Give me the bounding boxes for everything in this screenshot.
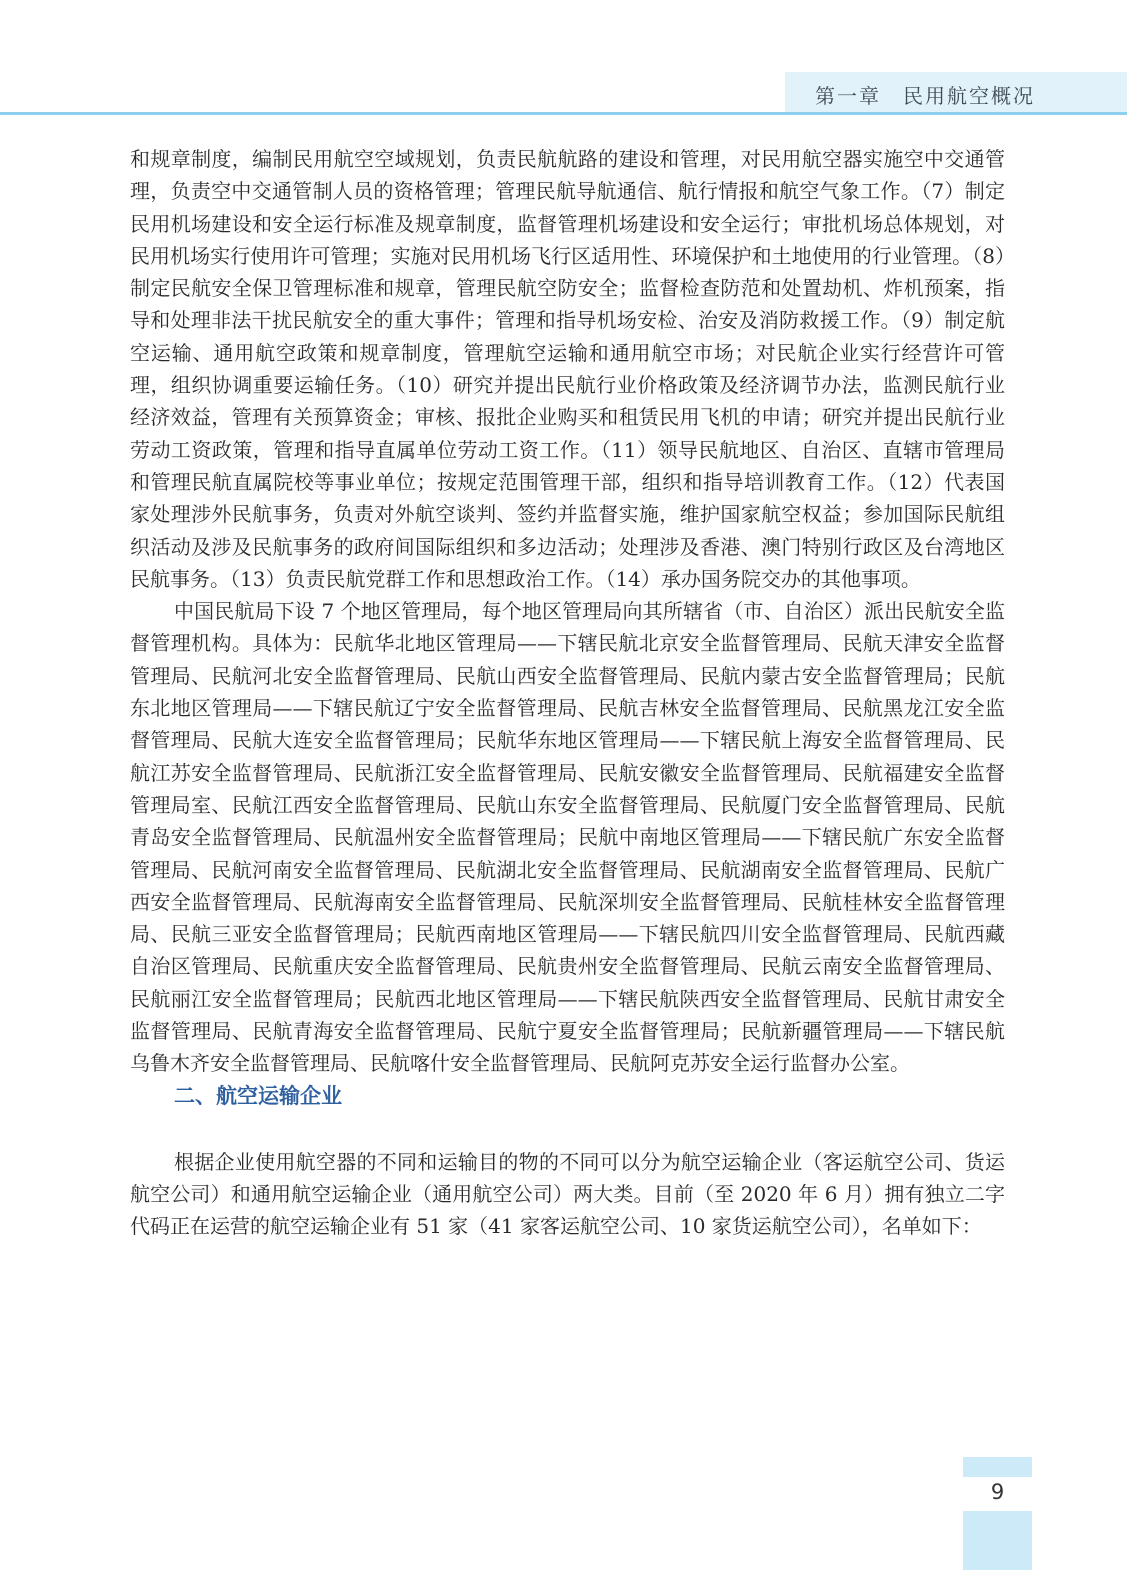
header-rule <box>0 112 1127 115</box>
footer-decoration <box>963 1511 1032 1570</box>
body-paragraph: 根据企业使用航空器的不同和运输目的物的不同可以分为航空运输企业（客运航空公司、货运航空公司）和通用航空运输企业（通用航空公司）两大类。目前（至 2020 年 6 月）拥有独立二字代码正在运营的航空运输企业有 51 家（41 家客运航空公司、10 家货运航空公司），名单如下： <box>130 1149 1005 1239</box>
footer-decoration <box>963 1457 1032 1477</box>
page-number: 9 <box>990 1480 1005 1504</box>
body-paragraph: 中国民航局下设 7 个地区管理局，每个地区管理局向其所辖省（市、自治区）派出民航安全监督管理机构。具体为：民航华北地区管理局——下辖民航北京安全监督管理局、民航天津安全监督管理局、民航河北安全监督管理局、民航山西安全监督管理局、民航内蒙古安全监督管理局；民航东北地区管理局——下辖民航辽宁安全监督管理局、民航吉林安全监督管理局、民航黑龙江安全监督管理局、民航大连安全监督管理局；民航华东地区管理局——下辖民航上海安全监督管理局、民航江苏安全监督管理局、民航浙江安全监督管理局、民航安徽安全监督管理局、民航福建安全监督管理局室、民航江西安全监督管理局、民航山东安全监督管理局、民航厦门安全监督管理局、民航青岛安全监督管理局、民航温州安全监督管理局；民航中南地区管理局——下辖民航广东安全监督管理局、民航河南安全监督管理局、民航湖北安全监督管理局、民航湖南安全监督管理局、民航广西安全监督管理局、民航海南安全监督管理局、民航深圳安全监督管理局、民航桂林安全监督管理局、民航三亚安全监督管理局；民航西南地区管理局——下辖民航四川安全监督管理局、民航西藏自治区管理局、民航重庆安全监督管理局、民航贵州安全监督管理局、民航云南安全监督管理局、民航丽江安全监督管理局；民航西北地区管理局——下辖民航陕西安全监督管理局、民航甘肃安全监督管理局、民航青海安全监督管理局、民航宁夏安全监督管理局；民航新疆管理局——下辖民航乌鲁木齐安全监督管理局、民航喀什安全监督管理局、民航阿克苏安全运行监督办公室。 <box>130 599 1005 1076</box>
chapter-title: 第一章 民用航空概况 <box>815 84 1035 108</box>
page-body <box>130 143 1005 1243</box>
section-heading: 二、航空运输企业 <box>174 1083 342 1108</box>
body-paragraph: 和规章制度，编制民用航空空域规划，负责民航航路的建设和管理，对民用航空器实施空中交通管理，负责空中交通管制人员的资格管理；管理民航导航通信、航行情报和航空气象工作。（7）制定民用机场建设和安全运行标准及规章制度，监督管理机场建设和安全运行；审批机场总体规划，对民用机场实行使用许可管理；实施对民用机场飞行区适用性、环境保护和土地使用的行业管理。（8）制定民航安全保卫管理标准和规章，管理民航空防安全；监督检查防范和处置劫机、炸机预案，指导和处理非法干扰民航安全的重大事件；管理和指导机场安检、治安及消防救援工作。（9）制定航空运输、通用航空政策和规章制度，管理航空运输和通用航空市场；对民航企业实行经营许可管理，组织协调重要运输任务。（10）研究并提出民航行业价格政策及经济调节办法，监测民航行业经济效益，管理有关预算资金；审核、报批企业购买和租赁民用飞机的申请；研究并提出民航行业劳动工资政策，管理和指导直属单位劳动工资工作。（11）领导民航地区、自治区、直辖市管理局和管理民航直属院校等事业单位；按规定范围管理干部，组织和指导培训教育工作。（12）代表国家处理涉外民航事务，负责对外航空谈判、签约并监督实施，维护国家航空权益；参加国际民航组织活动及涉及民航事务的政府间国际组织和多边活动；处理涉及香港、澳门特别行政区及台湾地区民航事务。（13）负责民航党群工作和思想政治工作。（14）承办国务院交办的其他事项。 <box>130 147 1005 591</box>
